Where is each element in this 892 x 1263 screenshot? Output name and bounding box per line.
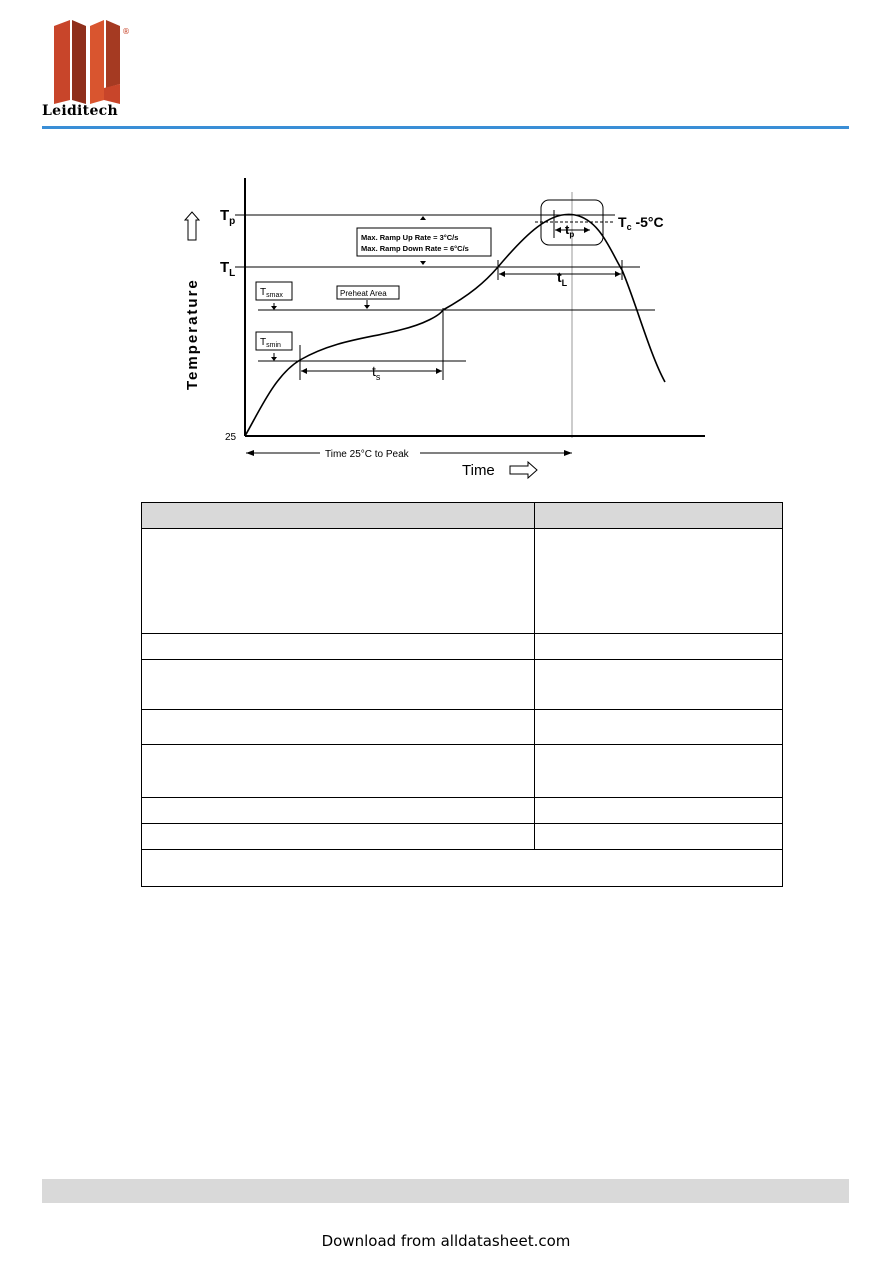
origin-label: 25: [225, 432, 237, 443]
header-rule: [42, 126, 849, 129]
table-row: [142, 798, 783, 824]
time-to-peak-label: Time 25°C to Peak: [325, 449, 409, 460]
download-source-text: Download from alldatasheet.com: [321, 1232, 571, 1250]
reflow-profile-figure: [180, 170, 710, 480]
reflow-spec-table: [141, 502, 783, 887]
tsmin-arrow-icon: [271, 357, 277, 361]
ramp-up-text: Max. Ramp Up Rate = 3°C/s: [361, 233, 459, 242]
y-axis-title: Temperature: [184, 278, 201, 390]
y-axis-arrow-icon: [185, 212, 199, 240]
preheat-label: Preheat Area: [340, 289, 387, 298]
tsmin-label: $T_{smin}$: [260, 337, 281, 349]
tc-label: $T_c$ -5°C: [618, 214, 664, 232]
ramp-arrow-up-icon: [420, 216, 426, 220]
table-header-cell: [535, 503, 783, 529]
table-row: [142, 710, 783, 745]
tsmax-label: $T_{smax}$: [260, 287, 283, 299]
table-row: [142, 634, 783, 660]
table-row: [142, 745, 783, 798]
ramp-arrow-down-icon: [420, 261, 426, 265]
footer-bar: [42, 1179, 849, 1203]
tl-level-label: $T_L$: [220, 259, 236, 279]
registered-mark: ®: [122, 27, 130, 36]
table-row: [142, 850, 783, 887]
x-axis-arrow-icon: [510, 462, 537, 478]
table-header-row: [142, 503, 783, 529]
table-row: [142, 660, 783, 710]
preheat-arrow-icon: [364, 305, 370, 309]
table-header-cell: [142, 503, 535, 529]
brand-name: Leiditech: [42, 103, 118, 119]
tl-time-label: $t_L$: [557, 269, 568, 288]
ts-label: $t_s$: [372, 363, 381, 382]
table-row: [142, 529, 783, 634]
x-axis-title: Time: [462, 462, 495, 479]
tp-level-label: $T_p$: [220, 207, 236, 227]
tp-time-label: $t_p$: [565, 222, 575, 239]
table-row: [142, 824, 783, 850]
ramp-down-text: Max. Ramp Down Rate = 6°C/s: [361, 244, 469, 253]
tsmax-arrow-icon: [271, 306, 277, 310]
